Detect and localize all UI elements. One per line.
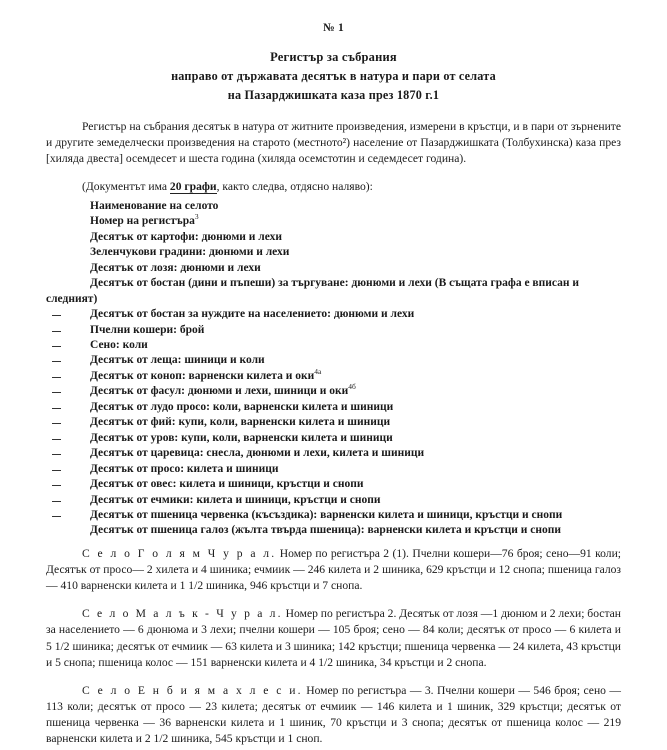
list-item: Десятък от фий: купи, коли, варненски килета и шиници [46, 415, 621, 430]
footnote-marker: 4а [314, 367, 322, 377]
dash-marker-icon [52, 346, 61, 347]
list-item: Зеленчукови градини: дюнюми и лехи [90, 246, 290, 259]
list-item: Десятък от фасул: дюнюми и лехи, шиници и оки$^{4б}$ [46, 384, 621, 399]
fields-lead-note [46, 179, 621, 195]
lead-note-prefix: (Документът има [82, 179, 170, 193]
dash-marker-icon [52, 439, 61, 440]
list-item: Десятък от царевица: снесла, дюнюми и лехи, килета и шиници [46, 446, 621, 461]
title-line-3: на Пазарджишката каза през 1870 г.1 [227, 88, 440, 103]
dash-marker-icon [52, 331, 61, 332]
dash-marker-icon [52, 408, 61, 409]
footnote-marker: 4б [348, 382, 356, 392]
village-name: С е л о Г о л я м Ч у р а л. [82, 546, 277, 560]
list-item: Десятък от лозя: дюнюми и лехи [90, 261, 261, 274]
list-item: Десятък от бостан (дини и пъпеши) за търгуване: дюнюми и лехи (В същата графа е вписан и следният) [46, 277, 580, 305]
dash-marker-icon [52, 516, 61, 517]
lead-note-suffix: , както следва, отдясно наляво): [216, 179, 373, 193]
list-item: Десятък от пшеница галоз (жълта твърда пшеница): варненски килета и кръстци и снопи [90, 524, 561, 537]
village-body: Номер по регистъра 2. Десятък от лозя —1 дюнюм и 2 лехи; бостан за населението — 6 дюнюма и 3 лехи; пчелни кошери — 105 броя; сено — 84 коли; десятък от просо — 6 килета и 5 1/2 шиника; десятък от ечмиик — 63 килета и 3 шиника; 142 кръстци; пшеница червенка — 24 килета, 43 кръстци и 5 снопа; пшеница колос — 151 варненски килета и 4 1/2 шиника, 34 кръстци и 2 снопа. [46, 607, 621, 669]
document-title [46, 48, 621, 105]
village-entry [46, 606, 621, 671]
village-name: С е л о Е н б и я м а х л е с и. [82, 683, 303, 697]
list-item: Номер на регистъра$^3$ [90, 212, 199, 228]
title-line-2: направо от държавата десятък в натура и пари от селата [171, 69, 496, 84]
list-item: Наименование на селото [90, 199, 219, 212]
dash-marker-icon [52, 315, 61, 316]
village-name: С е л о М а л ъ к - Ч у р а л. [82, 607, 283, 621]
dash-marker-icon [52, 485, 61, 486]
list-item: Десятък от ечмики: килета и шиници, кръстци и снопи [46, 493, 621, 508]
dash-marker-icon [52, 470, 61, 471]
list-item: Десятък от овес: килета и шиници, кръстци и снопи [46, 477, 621, 492]
dash-marker-icon [52, 501, 61, 502]
list-item: Десятък от просо: килета и шиници [46, 462, 621, 477]
dash-marker-icon [52, 423, 61, 424]
list-item: Десятък от коноп: варненски килета и оки$^{4а}$ [46, 369, 621, 384]
list-item: Сено: коли [46, 338, 621, 353]
list-item: Десятък от уров: купи, коли, варненски килета и шиници [46, 431, 621, 446]
document-number: № 1 [322, 22, 345, 34]
list-item: Десятък от картофи: дюнюми и лехи [90, 230, 282, 243]
village-body: Номер по регистъра — 3. Пчелни кошери — 546 броя; сено — 113 коли; десятък от просо — 23 килета; десятък от ечмиик — 146 килета и 1 шиник, 329 кръстци; десятък от пшеница червенка — 36 варненски килета и 1 шиник, 70 кръстци и 3 снопа; десятък от пшеница колос — 219 варненски килета и 2 1/2 шиника, 545 кръстци и 1 сноп. [46, 683, 621, 746]
list-item: Десятък от пшеница червенка (късъздика): варненски килета и шиници, кръстци и снопи [46, 508, 621, 523]
fields-list [46, 199, 621, 539]
list-item: Десятък от лудо просо: коли, варненски килета и шиници [46, 400, 621, 415]
dash-marker-icon [52, 377, 61, 378]
list-item: Пчелни кошери: брой [46, 323, 621, 338]
dash-marker-icon [52, 361, 61, 362]
dash-marker-icon [52, 392, 61, 393]
village-body: Номер по регистъра 2 (1). Пчелни кошери—76 броя; сено—91 коли; Десятък от просо— 2 хилета и 4 шиника; ечмиик — 246 килета и 2 шиника, 629 кръстци и 12 снопа; пшеница галоз — 410 варненски килета и 1 1/2 шиника, 946 кръстци и 7 снопа. [46, 546, 621, 593]
footnote-marker: 3 [194, 212, 199, 222]
village-entry [46, 546, 621, 595]
title-line-1: Регистър за събрания [270, 50, 397, 64]
lead-note-underlined: 20 графи [169, 179, 217, 193]
list-item: Десятък от бостан за нуждите на населението: дюнюми и лехи [46, 307, 621, 322]
village-entry [46, 683, 621, 748]
dash-marker-icon [52, 454, 61, 455]
intro-paragraph: Регистър на събрания десятък в натура от житните произведения, измерени в кръстци, и в пари от зърнените и другите земеделчески произведения на старото (местното²) население от Пазарджишката (Толбухинска) каза през [хиляда двеста] осемдесет и шеста година (хиляда осемстотин и седемдесет година). [46, 120, 621, 166]
list-item: Десятък от леща: шиници и коли [46, 353, 621, 368]
